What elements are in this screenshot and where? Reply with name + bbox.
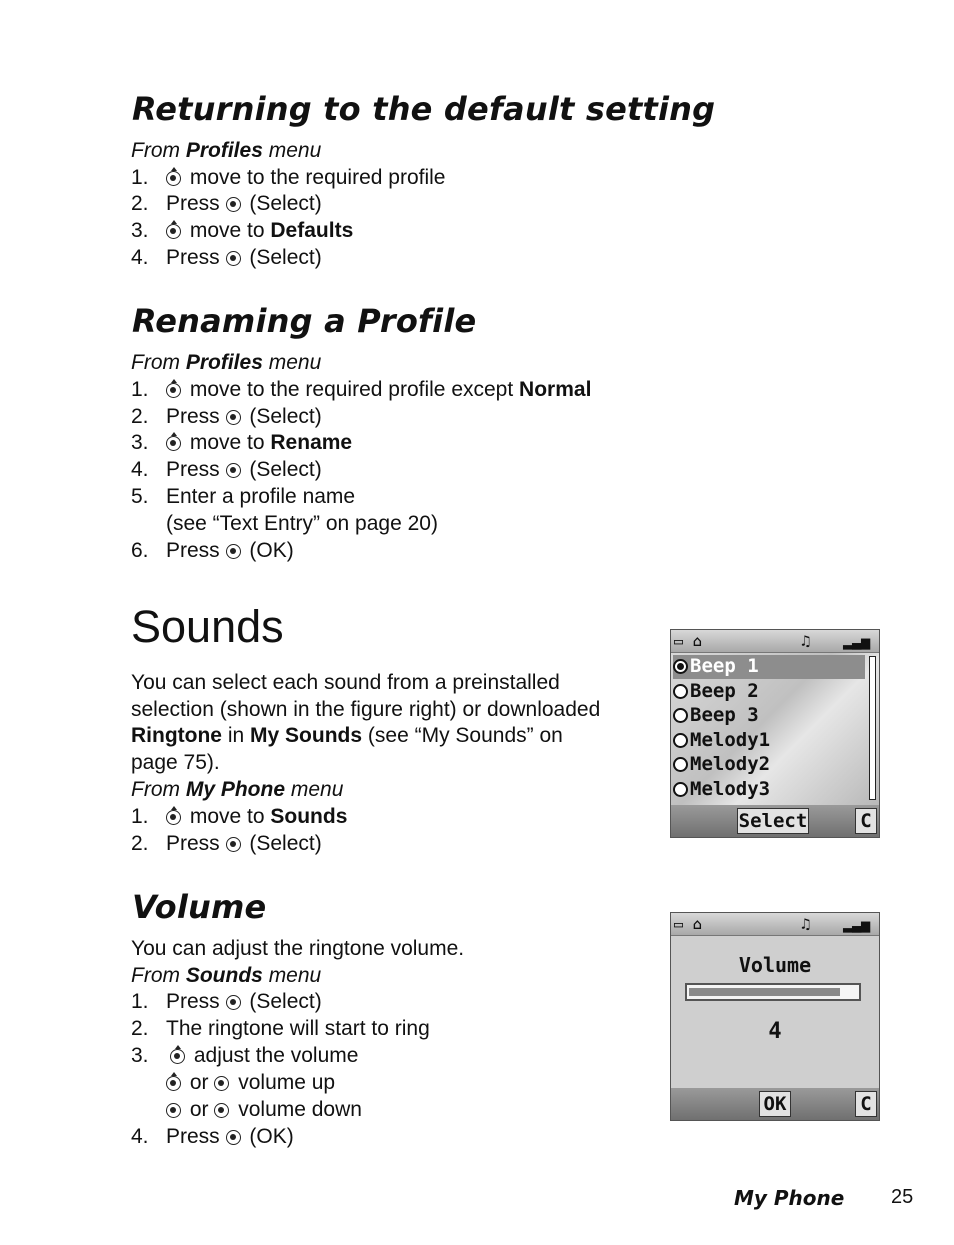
step-text — [166, 457, 322, 483]
step-text-bold: Sounds — [270, 805, 348, 828]
page-number: 25 — [891, 1186, 914, 1208]
sound-item-label: Melody1 — [690, 729, 771, 751]
step-text: Enter a profile name — [166, 485, 356, 508]
step-number: 2. — [131, 405, 149, 428]
intro-text: in — [227, 724, 245, 747]
list-item — [0, 165, 700, 191]
list-item — [0, 457, 700, 483]
joystick-icon — [166, 171, 181, 186]
radio-icon — [673, 733, 688, 748]
step-number: 2. — [131, 832, 149, 855]
from-prefix: From — [131, 778, 180, 801]
step-number: 4. — [131, 246, 149, 269]
step-text-main: Press — [166, 1125, 220, 1148]
step-text-main: move to — [189, 805, 265, 828]
list-item — [0, 484, 700, 510]
step-text-main: Press — [166, 832, 220, 855]
step-text-bold: Defaults — [270, 219, 354, 242]
step-text-post: (Select) — [249, 246, 322, 269]
step-number: 4. — [131, 458, 149, 481]
sound-icon: ♫ — [801, 915, 811, 933]
ok-softkey[interactable]: OK — [759, 1091, 791, 1117]
sound-item[interactable] — [673, 655, 865, 679]
step-text-main: adjust the volume — [193, 1044, 359, 1067]
sound-item[interactable] — [673, 753, 865, 777]
step-text-bold: Rename — [270, 431, 353, 454]
list-item — [0, 1016, 700, 1042]
step-text-continuation — [166, 1097, 362, 1123]
intro-line — [131, 723, 631, 750]
step-text — [166, 1124, 294, 1150]
step-text-main: Press — [166, 990, 220, 1013]
footer-section-title: My Phone — [734, 1186, 845, 1210]
sound-item[interactable] — [673, 778, 865, 802]
step-number: 2. — [131, 192, 149, 215]
message-icon: ▭ — [674, 632, 684, 650]
from-menu-line — [131, 777, 343, 803]
from-suffix: menu — [268, 139, 322, 162]
center-key-icon — [226, 837, 241, 852]
step-number: 6. — [131, 539, 149, 562]
sound-item[interactable] — [673, 704, 865, 728]
step-text — [166, 377, 591, 403]
scrollbar[interactable] — [869, 656, 876, 800]
step-text-post: (Select) — [249, 405, 322, 428]
step-text-post: (OK) — [249, 539, 294, 562]
step-text-post: (Select) — [249, 832, 322, 855]
step-number: 1. — [131, 166, 149, 189]
step-text — [166, 989, 322, 1015]
step-text — [166, 430, 352, 456]
section-title-renaming-profile: Renaming a Profile — [132, 302, 477, 340]
step-text-main: Press — [166, 458, 220, 481]
status-bar — [671, 913, 879, 936]
or-text: or — [189, 1071, 209, 1094]
sound-item-label: Beep 3 — [690, 704, 759, 726]
list-item-continuation — [0, 1070, 700, 1096]
from-menu-line — [131, 350, 321, 376]
list-item — [0, 831, 700, 857]
step-text-main: Press — [166, 405, 220, 428]
step-text — [166, 1043, 358, 1069]
intro-bold: Ringtone — [131, 724, 222, 747]
volume-value: 4 — [768, 1019, 782, 1044]
from-prefix: From — [131, 964, 180, 987]
center-key-icon — [226, 463, 241, 478]
scrollbar-thumb[interactable] — [870, 657, 875, 799]
sounds-intro — [131, 670, 631, 776]
radio-icon — [673, 684, 688, 699]
sound-item-label: Beep 2 — [690, 680, 759, 702]
volume-up-text: volume up — [238, 1071, 336, 1094]
step-text-continuation: (see “Text Entry” on page 20) — [166, 512, 438, 535]
volume-intro: You can adjust the ringtone volume. — [131, 937, 465, 960]
profile-icon: ⌂ — [693, 915, 703, 933]
step-text — [166, 831, 322, 857]
step-text-main: Press — [166, 192, 220, 215]
step-text-post: (Select) — [249, 458, 322, 481]
step-text-main: move to the required profile — [189, 166, 446, 189]
radio-icon — [673, 757, 688, 772]
softkey-bar — [671, 1088, 879, 1120]
from-menu-line — [131, 138, 321, 164]
intro-line: page 75). — [131, 750, 220, 774]
step-text: The ringtone will start to ring — [166, 1017, 430, 1040]
list-item — [0, 1124, 700, 1150]
list-item — [0, 538, 700, 564]
step-text-main: move to the required profile except — [189, 378, 514, 401]
from-suffix: menu — [268, 964, 322, 987]
sound-item-label: Melody3 — [690, 778, 771, 800]
or-text: or — [189, 1098, 209, 1121]
step-number: 3. — [131, 1044, 149, 1067]
volume-level-bar[interactable] — [685, 983, 861, 1001]
center-key-icon — [226, 995, 241, 1010]
step-text-main: Press — [166, 246, 220, 269]
list-item — [0, 191, 700, 217]
from-menu-line — [131, 963, 321, 989]
step-number: 1. — [131, 990, 149, 1013]
step-text-main: move to — [189, 219, 265, 242]
sound-item[interactable] — [673, 729, 865, 753]
from-prefix: From — [131, 139, 180, 162]
section-title-volume: Volume — [132, 888, 267, 926]
joystick-icon — [166, 810, 181, 825]
sounds-phone-screen — [670, 629, 880, 838]
step-number: 1. — [131, 805, 149, 828]
joystick-4way-icon — [170, 1049, 185, 1064]
step-text-main: move to — [189, 431, 265, 454]
volume-level-fill — [689, 988, 840, 996]
list-item-continuation — [0, 1097, 700, 1123]
volume-phone-screen — [670, 912, 880, 1121]
step-text — [166, 804, 347, 830]
step-text-bold: Normal — [519, 378, 592, 401]
message-icon: ▭ — [674, 915, 684, 933]
profile-icon: ⌂ — [693, 632, 703, 650]
section-title-sounds: Sounds — [131, 601, 284, 652]
step-text-main: Press — [166, 539, 220, 562]
select-softkey[interactable]: Select — [738, 810, 808, 832]
center-key-icon — [226, 410, 241, 425]
step-number: 3. — [131, 431, 149, 454]
step-number: 3. — [131, 219, 149, 242]
clear-softkey[interactable]: C — [855, 808, 877, 834]
radio-icon — [673, 708, 688, 723]
from-suffix: menu — [268, 351, 322, 374]
from-prefix: From — [131, 351, 180, 374]
list-item — [0, 989, 700, 1015]
step-text — [166, 404, 322, 430]
from-menu-name: Profiles — [185, 351, 263, 374]
list-item — [0, 1043, 700, 1069]
sound-item[interactable] — [673, 680, 865, 704]
joystick-up-icon — [166, 1076, 181, 1091]
list-item — [0, 804, 700, 830]
volume-screen-title: Volume — [738, 953, 812, 977]
step-text — [166, 165, 445, 191]
section-title-default-setting: Returning to the default setting — [132, 90, 716, 128]
list-item — [0, 404, 700, 430]
intro-text: (see “My Sounds” on — [367, 724, 563, 747]
step-text — [166, 538, 294, 564]
from-menu-name: Profiles — [185, 139, 263, 162]
list-item — [0, 245, 700, 271]
joystick-right-icon — [214, 1076, 229, 1091]
volume-down-text: volume down — [238, 1098, 362, 1121]
sound-icon: ♫ — [801, 632, 811, 650]
step-number: 2. — [131, 1017, 149, 1040]
center-key-icon — [226, 544, 241, 559]
step-number: 4. — [131, 1125, 149, 1148]
clear-softkey[interactable]: C — [855, 1091, 877, 1117]
from-suffix: menu — [290, 778, 344, 801]
step-text — [166, 218, 353, 244]
signal-icon: ▂▃▅ — [843, 915, 871, 933]
intro-line: You can select each sound from a preinstalled — [131, 671, 560, 694]
center-key-icon — [226, 197, 241, 212]
signal-icon: ▂▃▅ — [843, 632, 871, 650]
intro-bold: My Sounds — [250, 724, 363, 747]
center-key-icon — [226, 251, 241, 266]
radio-selected-icon — [673, 659, 688, 674]
from-menu-name: Sounds — [185, 964, 263, 987]
list-item — [0, 430, 700, 456]
list-item — [0, 218, 700, 244]
step-number: 5. — [131, 485, 149, 508]
joystick-icon — [166, 224, 181, 239]
joystick-icon — [166, 436, 181, 451]
step-text-post: (Select) — [249, 192, 322, 215]
radio-icon — [673, 782, 688, 797]
joystick-icon — [166, 383, 181, 398]
step-text-continuation — [166, 1070, 335, 1096]
center-key-icon — [226, 1130, 241, 1145]
sound-item-label: Melody2 — [690, 753, 771, 775]
joystick-left-icon — [214, 1103, 229, 1118]
status-bar — [671, 630, 879, 653]
joystick-down-icon — [166, 1103, 181, 1118]
list-item-continuation — [0, 511, 700, 537]
list-item — [0, 377, 700, 403]
step-number: 1. — [131, 378, 149, 401]
step-text — [166, 245, 322, 271]
step-text-post: (OK) — [249, 1125, 294, 1148]
step-text — [166, 191, 322, 217]
intro-line: selection (shown in the figure right) or downloaded — [131, 697, 601, 721]
sound-item-label: Beep 1 — [690, 655, 759, 677]
softkey-bar — [671, 805, 879, 837]
step-text-post: (Select) — [249, 990, 322, 1013]
from-menu-name: My Phone — [185, 778, 286, 801]
